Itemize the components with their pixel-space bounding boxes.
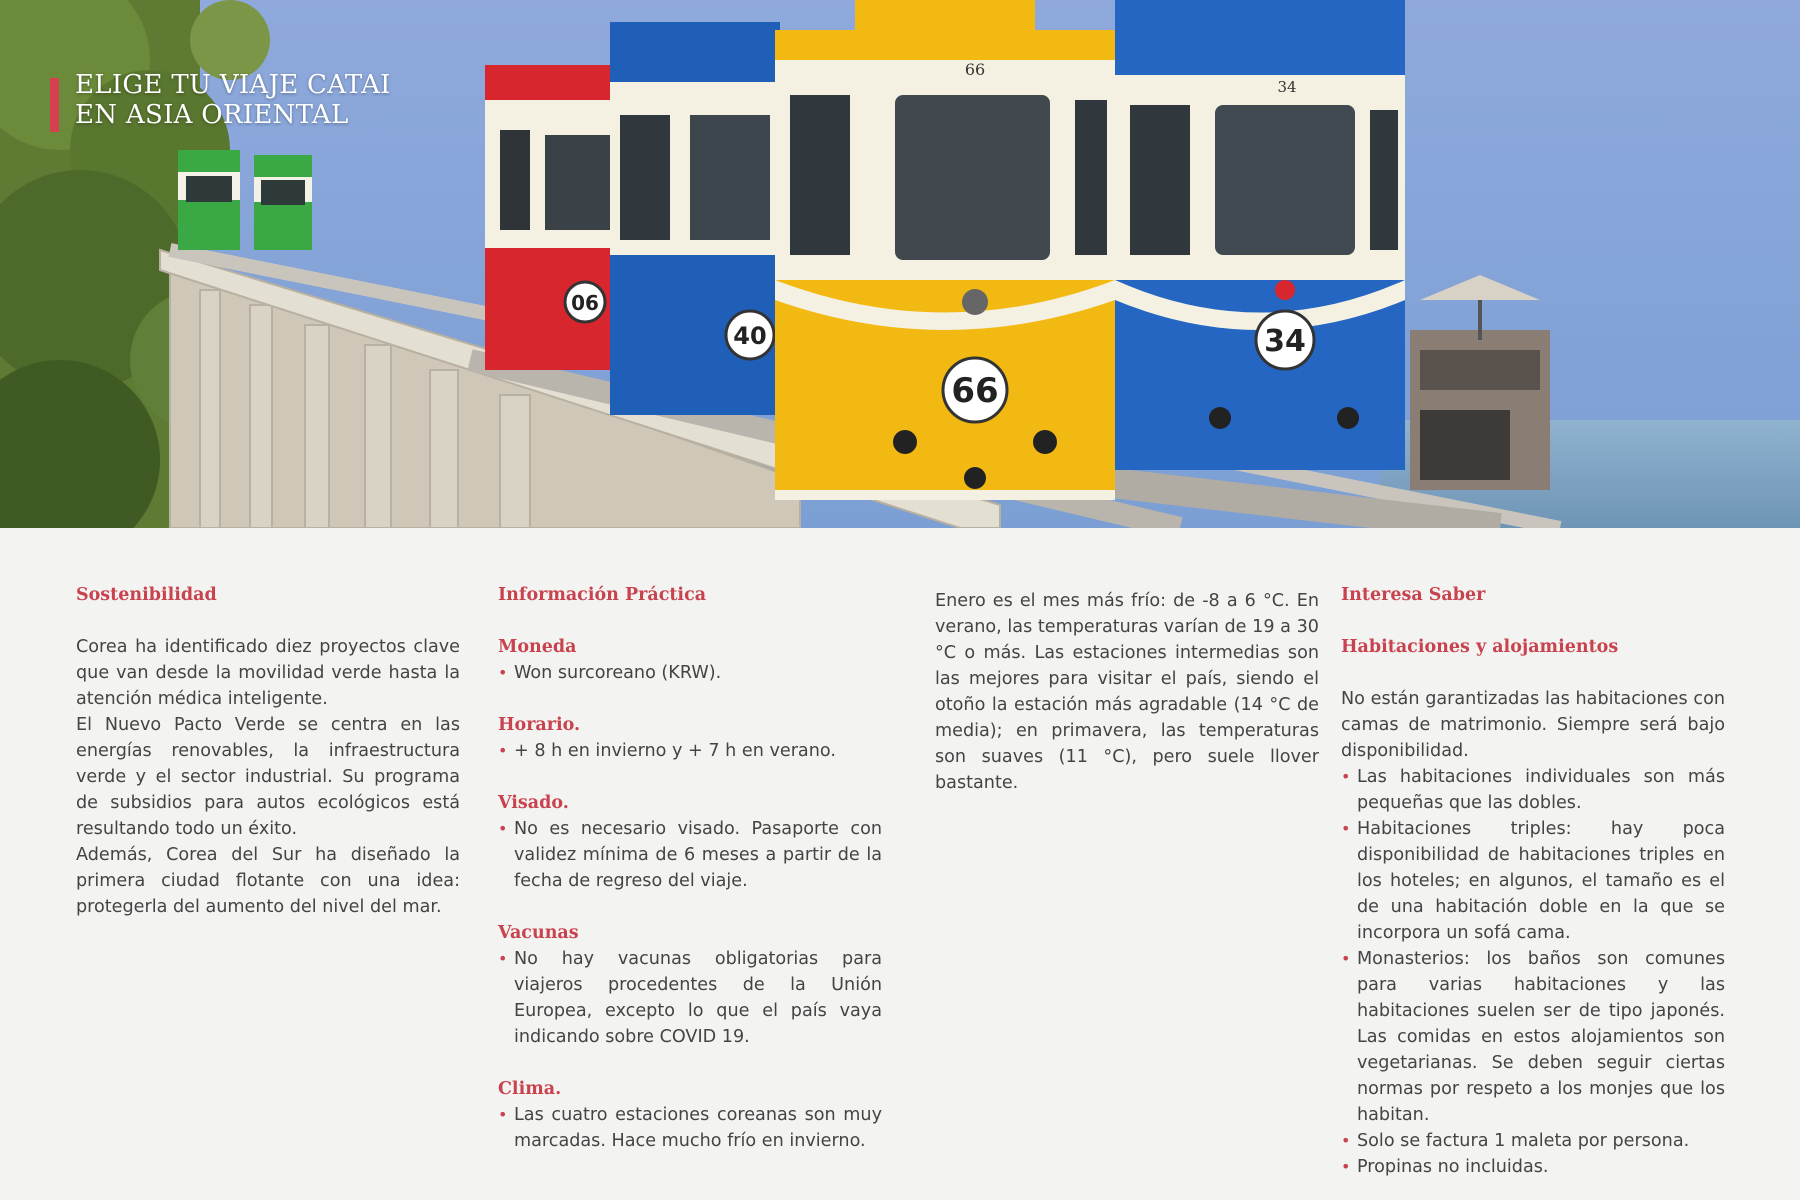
tram-66 — [775, 0, 1115, 500]
list-item: • Las cuatro estaciones coreanas son muy marcadas. Hace mucho frío en invierno. — [498, 1102, 882, 1154]
list-item: • Propinas no incluidas. — [1341, 1154, 1725, 1180]
paragraph-intro: No están garantizadas las habitaciones con camas de matrimonio. Siempre será bajo disponibilidad. — [1341, 689, 1725, 761]
paragraph-clima: Enero es el mes más frío: de -8 a 6 °C. En verano, las temperaturas varían de 19 a 30 °C o más. Las estaciones intermedias son las mejores para visitar el país, siendo el otoño la estación más agradable (14 °C de media); en primavera, las temperaturas son suaves (11 °C), pero suele llover bastante. — [935, 591, 1319, 793]
svg-text:40: 40 — [733, 322, 767, 350]
section-title-vacunas: Vacunas — [498, 923, 579, 943]
list-item: • Monasterios: los baños son comunes para varias habitaciones y las habitaciones suelen ser de tipo japonés. Las comidas en estos alojamientos son vegetarianas. Se deben seguir ciertas normas por respeto a los monjes que los habitan. — [1341, 946, 1725, 1128]
heading-sostenibilidad: Sostenibilidad — [76, 585, 217, 605]
svg-text:66: 66 — [964, 60, 986, 79]
section-title-clima: Clima. — [498, 1079, 562, 1099]
hero-title — [50, 70, 391, 132]
list-item: • No es necesario visado. Pasaporte con validez mínima de 6 meses a partir de la fecha de regreso del viaje. — [498, 816, 882, 894]
hero-image — [0, 0, 1800, 528]
column-informacion-practica — [498, 582, 882, 1154]
hero-title-line1: ELIGE TU VIAJE CATAI — [75, 70, 391, 100]
tram-40 — [610, 22, 780, 415]
list-item: • No hay vacunas obligatorias para viajeros procedentes de la Unión Europea, excepto lo que el país vaya indicando sobre COVID 19. — [498, 946, 882, 1050]
list-item: • + 8 h en invierno y + 7 h en verano. — [498, 738, 882, 764]
list-item: • Solo se factura 1 maleta por persona. — [1341, 1128, 1725, 1154]
svg-text:66: 66 — [951, 371, 999, 411]
paragraph: Además, Corea del Sur ha diseñado la primera ciudad flotante con una idea: protegerla del aumento del nivel del mar. — [76, 845, 460, 917]
svg-text:34: 34 — [1264, 324, 1306, 359]
column-interesa-saber — [1341, 582, 1725, 1180]
tram-06 — [485, 65, 615, 370]
section-title-moneda: Moneda — [498, 637, 577, 657]
section-title-visado: Visado. — [498, 793, 569, 813]
hero-title-line2: EN ASIA ORIENTAL — [75, 100, 349, 130]
heading-interesa-saber: Interesa Saber — [1341, 585, 1486, 605]
column-clima-continuacion — [935, 588, 1319, 796]
list-item: • Las habitaciones individuales son más pequeñas que las dobles. — [1341, 764, 1725, 816]
list-item: • Habitaciones triples: hay poca disponibilidad de habitaciones triples en los hoteles; en algunos, el tamaño es el de una habitación doble en la que se incorpora un sofá cama. — [1341, 816, 1725, 946]
paragraph: El Nuevo Pacto Verde se centra en las energías renovables, la infraestructura verde y el sector industrial. Su programa de subsidios para autos ecológicos está resultando todo un éxito. — [76, 715, 460, 839]
accent-bar — [50, 78, 59, 132]
section-title-horario: Horario. — [498, 715, 581, 735]
svg-text:34: 34 — [1277, 78, 1297, 96]
paragraph: Corea ha identificado diez proyectos clave que van desde la movilidad verde hasta la atención médica inteligente. — [76, 637, 460, 709]
list-item: • Won surcoreano (KRW). — [498, 660, 882, 686]
tram-34 — [1115, 0, 1405, 470]
subheading-habitaciones: Habitaciones y alojamientos — [1341, 637, 1619, 657]
heading-informacion-practica: Información Práctica — [498, 585, 707, 605]
column-sostenibilidad — [76, 582, 460, 920]
svg-text:06: 06 — [571, 291, 599, 315]
